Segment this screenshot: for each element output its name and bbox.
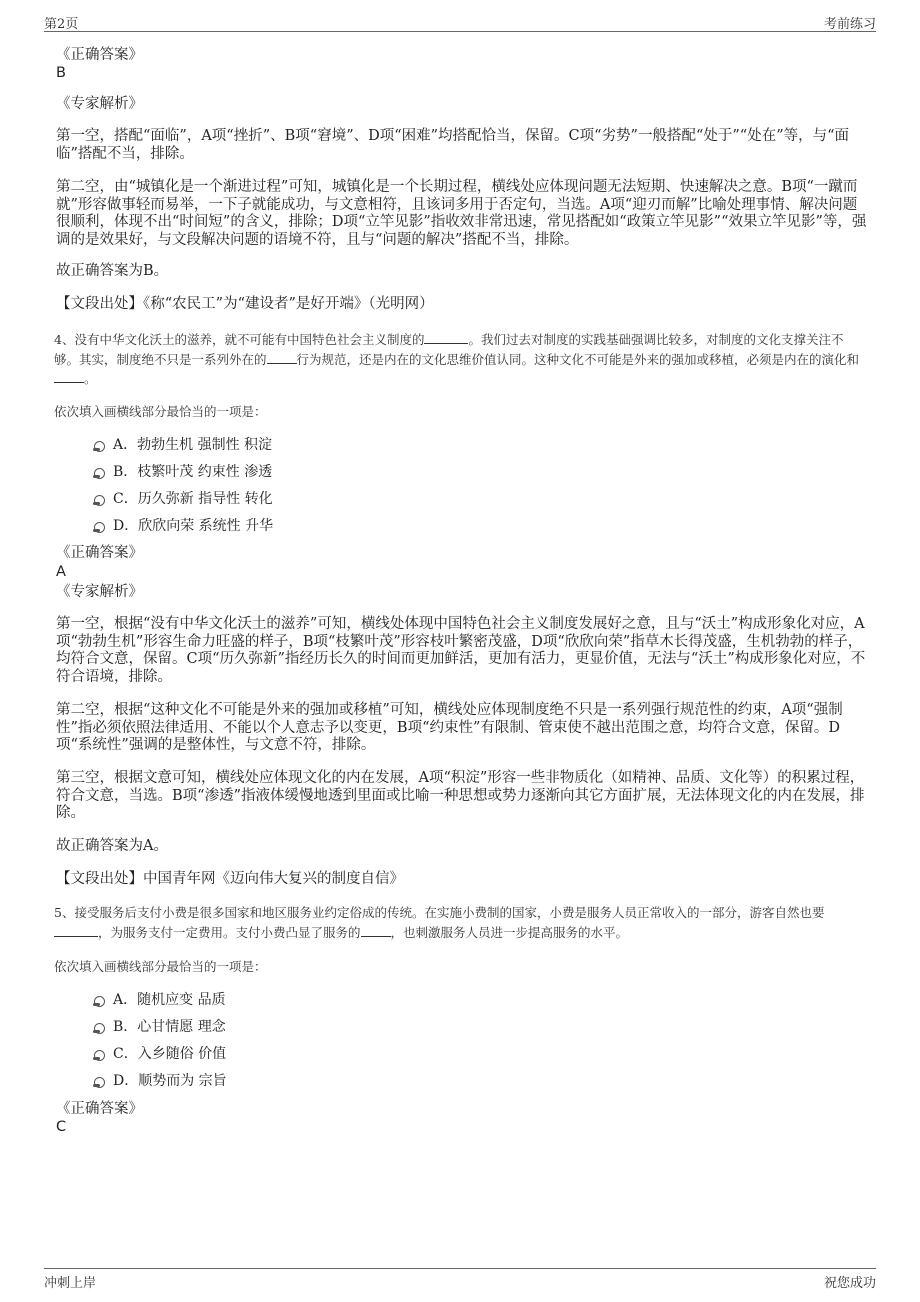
- option-letter: B．: [113, 1019, 138, 1035]
- option-letter: C．: [113, 491, 138, 507]
- radio-icon[interactable]: [94, 1077, 105, 1088]
- fill-blank: [54, 924, 98, 937]
- option-text: 随机应变 品质: [137, 992, 226, 1008]
- radio-icon[interactable]: [94, 495, 105, 506]
- header-divider: [44, 31, 876, 32]
- page-footer: [0, 1262, 920, 1302]
- radio-icon[interactable]: [94, 522, 105, 533]
- analysis-paragraph: 第二空，根据“这种文化不可能是外来的强加或移植”可知，横线处应体现制度绝不只是一系列强行规范性的约束，A项“强制性”指必须依照法律适用、不能以个人意志予以变更，B项“约束性”有限制、管束使不越出范围之意，均符合文意，保留。D项“系统性”强调的是整体性，与文意不符，排除。: [56, 702, 843, 753]
- answer-label: 《正确答案》: [56, 545, 143, 561]
- option-text: 枝繁叶茂 约束性 渗透: [137, 464, 273, 480]
- analysis-paragraph: 第二空，由“城镇化是一个渐进过程”可知，城镇化是一个长期过程，横线处应体现问题无法短期、快速解决之意。B项“一蹴而就”形容做事轻而易举，一下子就能成功，与文意相符，且该词多用于否定句，当选。A项“迎刃而解”比喻处理事情、解决问题很顺利，体现不出“时间短”的含义，排除；D项“立竿见影”指收效非常迅速，常见搭配如“政策立竿见影”“效果立竿见影”等，强调的是效果好，与文段解决问题的语境不符，且与“问题的解决”搭配不当，排除。: [56, 179, 867, 248]
- source-text: 中国青年网《迈向伟大复兴的制度自信》: [143, 871, 404, 887]
- page-number: 第2页: [44, 17, 79, 32]
- option-b[interactable]: [94, 461, 272, 481]
- fill-blank: [424, 331, 468, 344]
- stem-text: 。: [84, 371, 97, 386]
- radio-icon[interactable]: [94, 1023, 105, 1034]
- answer-label: 《正确答案》: [56, 1101, 143, 1117]
- header-title: 考前练习: [823, 17, 876, 32]
- conclusion: 故正确答案为B。: [56, 263, 169, 279]
- stem-text: 行为规范，还是内在的文化思维价值认同。这种文化不可能是外来的强加或移植，必须是内在的演化和: [296, 351, 860, 367]
- option-d[interactable]: [94, 1070, 227, 1090]
- conclusion: 故正确答案为A。: [56, 838, 168, 854]
- option-letter: A．: [113, 437, 138, 453]
- question-stem: [54, 903, 868, 942]
- footer-left-text: 冲刺上岸: [44, 1276, 97, 1291]
- question-instruction: 依次填入画横线部分最恰当的一项是：: [54, 959, 267, 974]
- option-text: 历久弥新 指导性 转化: [137, 491, 273, 507]
- option-text: 顺势而为 宗旨: [138, 1073, 227, 1089]
- option-c[interactable]: [94, 488, 273, 508]
- option-text: 欣欣向荣 系统性 升华: [138, 518, 274, 534]
- option-letter: D．: [113, 1073, 139, 1089]
- analysis-paragraph: 第一空，根据“没有中华文化沃土的滋养”可知，横线处体现中国特色社会主义制度发展好之意，且与“沃土”构成形象化对应，A项“勃勃生机”形容生命力旺盛的样子，B项“枝繁叶茂”形容枝叶繁密茂盛，D项“欣欣向荣”指草木长得茂盛，生机勃勃的样子，均符合文意，保留。C项“历久弥新”指经历长久的时间而更加鲜活，更加有活力，更显价值，无法与“沃土”构成形象化对应，不符合语境，排除。: [56, 616, 866, 685]
- radio-icon[interactable]: [94, 468, 105, 479]
- question-stem: [54, 330, 868, 389]
- analysis-paragraph: 第三空，根据文意可知，横线处应体现文化的内在发展，A项“积淀”形容一些非物质化（如精神、品质、文化等）的积累过程，符合文意，当选。B项“渗透”指液体缓慢地透到里面或比喻一种思想或势力逐渐向其它方面扩展，无法体现文化的内在发展，排除。: [56, 770, 865, 821]
- analysis-label: 《专家解析》: [56, 584, 143, 600]
- stem-text: ，为服务支付一定费用。支付小费凸显了服务的: [98, 924, 361, 940]
- footer-right-text: 祝您成功: [823, 1276, 876, 1291]
- fill-blank: [54, 370, 84, 383]
- radio-icon[interactable]: [94, 441, 105, 452]
- option-d[interactable]: [94, 515, 273, 535]
- option-letter: A．: [113, 992, 138, 1008]
- page-header: [0, 0, 920, 32]
- option-a[interactable]: [94, 434, 272, 454]
- answer-value: C: [56, 1119, 67, 1135]
- stem-text: 4、没有中华文化沃土的滋养，就不可能有中国特色社会主义制度的: [54, 332, 425, 347]
- option-text: 入乡随俗 价值: [137, 1046, 227, 1062]
- radio-icon[interactable]: [94, 1050, 105, 1061]
- source-label: 【文段出处】: [56, 871, 143, 887]
- analysis-label: 《专家解析》: [56, 96, 143, 112]
- stem-text: ，也刺激服务人员进一步提高服务的水平。: [390, 924, 629, 940]
- option-c[interactable]: [94, 1043, 226, 1063]
- source-label: 【文段出处】: [56, 296, 143, 312]
- footer-divider: [44, 1268, 876, 1269]
- fill-blank: [361, 924, 391, 937]
- answer-value: B: [56, 65, 66, 81]
- answer-value: A: [56, 564, 66, 580]
- stem-text: 。我们过去对制度的实践基础强调比较多，对制度的文化支撑关注不够。其实，制度绝不只是一系列外在的: [54, 332, 844, 367]
- option-letter: D．: [113, 518, 139, 534]
- option-text: 心甘情愿 理念: [137, 1019, 226, 1035]
- option-letter: B．: [113, 464, 138, 480]
- source-line: [56, 871, 868, 889]
- answer-label: 《正确答案》: [56, 47, 143, 63]
- question-instruction: 依次填入画横线部分最恰当的一项是：: [54, 404, 267, 419]
- analysis-paragraph: 第一空，搭配“面临”，A项“挫折”、B项“窘境”、D项“困难”均搭配恰当，保留。C项“劣势”一般搭配“处于”“处在”等，与“面临”搭配不当，排除。: [56, 128, 850, 162]
- option-text: 勃勃生机 强制性 积淀: [137, 437, 273, 453]
- source-line: [56, 296, 868, 314]
- fill-blank: [267, 351, 297, 364]
- radio-icon[interactable]: [94, 996, 105, 1007]
- stem-text: 5、接受服务后支付小费是很多国家和地区服务业约定俗成的传统。在实施小费制的国家，小费是服务人员正常收入的一部分，游客自然也要: [54, 905, 825, 920]
- source-text: 《称“农民工”为“建设者”是好开端》（光明网）: [143, 296, 434, 312]
- option-a[interactable]: [94, 989, 226, 1009]
- option-letter: C．: [113, 1046, 138, 1062]
- option-b[interactable]: [94, 1016, 226, 1036]
